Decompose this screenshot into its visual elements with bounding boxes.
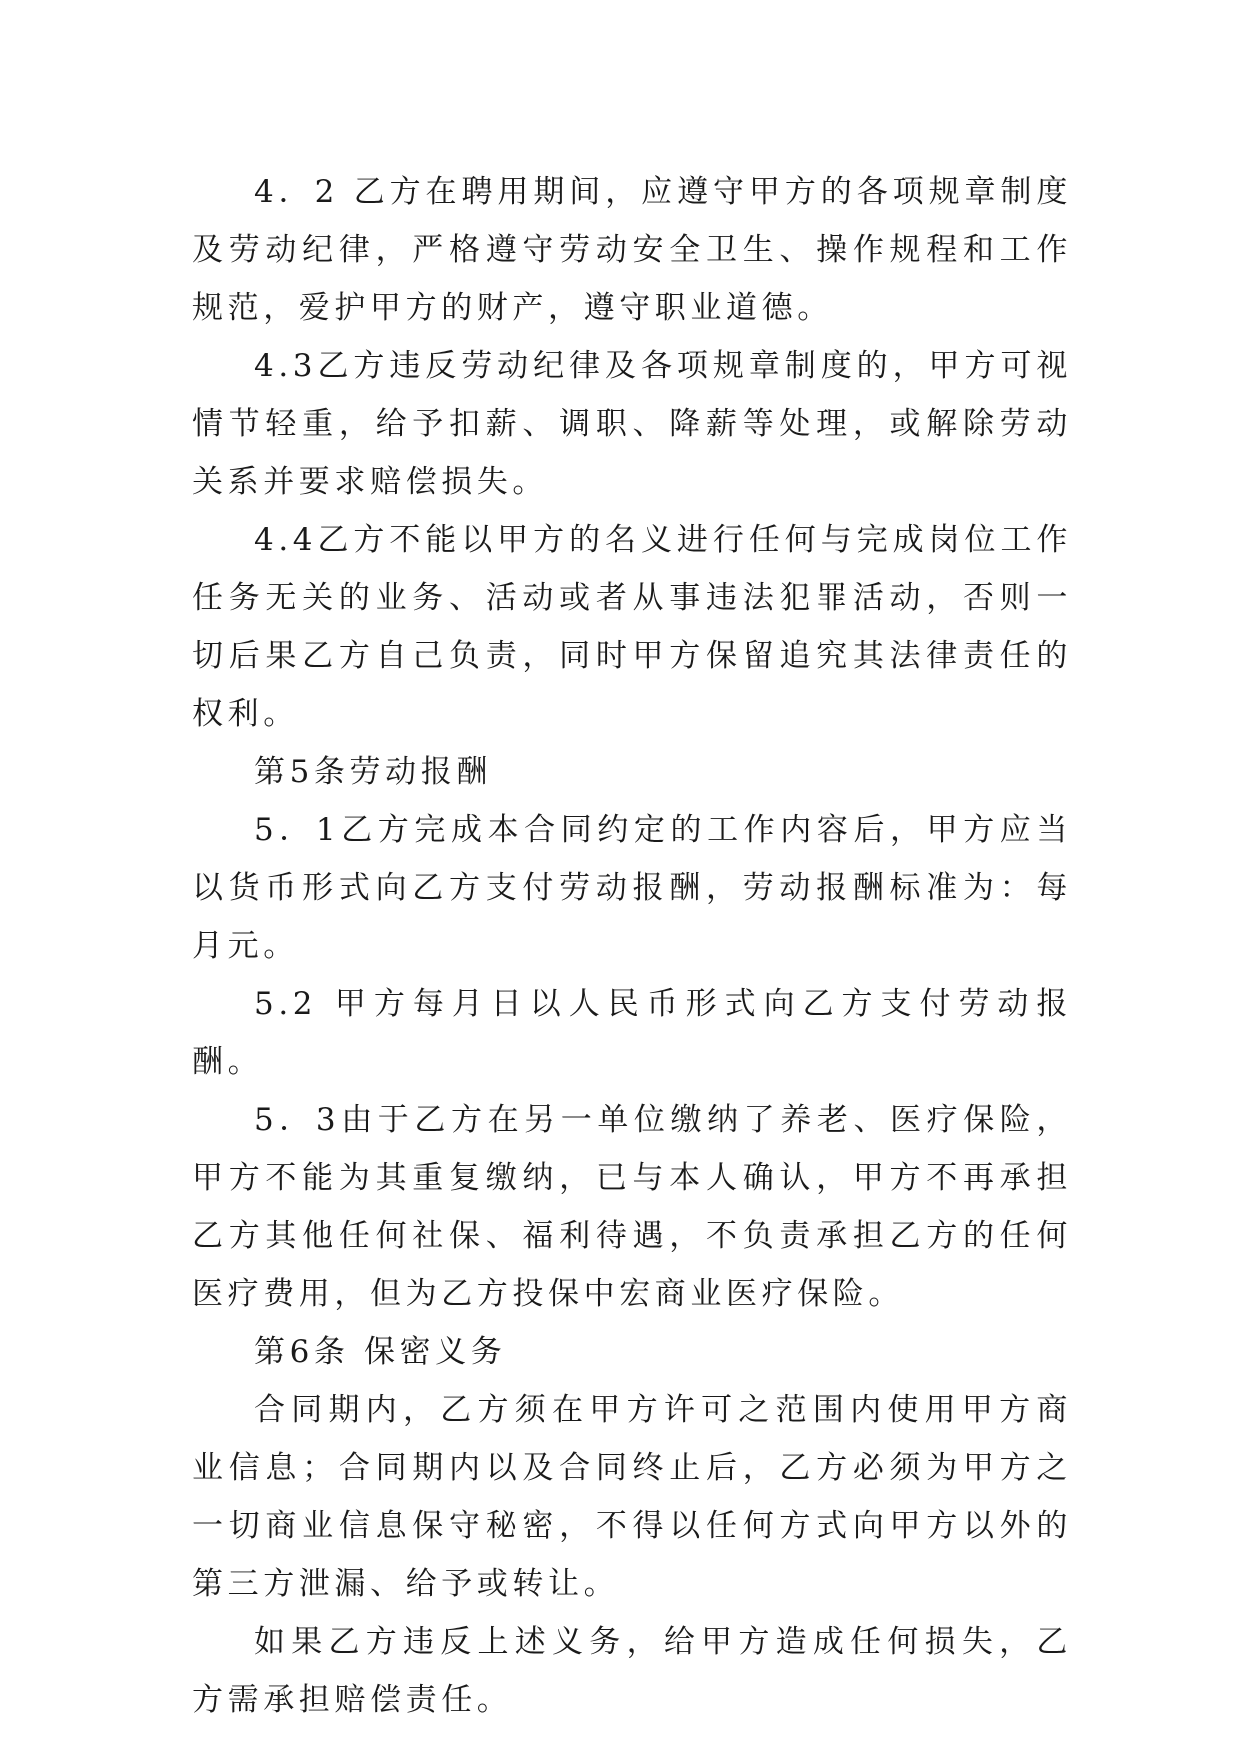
clause-4-3: 4.3乙方违反劳动纪律及各项规章制度的，甲方可视情节轻重，给予扣薪、调职、降薪等处理，或解除劳动关系并要求赔偿损失。 (192, 348, 1072, 500)
liability-paragraph: 如果乙方违反上述义务，给甲方造成任何损失，乙方需承担赔偿责任。 (192, 1624, 1072, 1718)
document-body (192, 163, 1072, 1729)
clause-5-2: 5.2 甲方每月日以人民币形式向乙方支付劳动报酬。 (192, 986, 1072, 1080)
clause-4-2: 4．2 乙方在聘用期间，应遵守甲方的各项规章制度及劳动纪律，严格遵守劳动安全卫生、操作规程和工作规范，爱护甲方的财产，遵守职业道德。 (192, 174, 1072, 326)
confidentiality-paragraph: 合同期内，乙方须在甲方许可之范围内使用甲方商业信息；合同期内以及合同终止后，乙方必须为甲方之一切商业信息保守秘密，不得以任何方式向甲方以外的第三方泄漏、给予或转让。 (192, 1392, 1072, 1602)
article-5-heading: 第5条劳动报酬 (254, 754, 492, 790)
clause-5-3: 5．3由于乙方在另一单位缴纳了养老、医疗保险，甲方不能为其重复缴纳，已与本人确认，甲方不再承担乙方其他任何社保、福利待遇，不负责承担乙方的任何医疗费用，但为乙方投保中宏商业医疗保险。 (192, 1102, 1072, 1312)
article-6-heading: 第6条 保密义务 (254, 1334, 507, 1370)
clause-5-1: 5．1乙方完成本合同约定的工作内容后，甲方应当以货币形式向乙方支付劳动报酬，劳动报酬标准为：每月元。 (192, 812, 1072, 964)
clause-4-4: 4.4乙方不能以甲方的名义进行任何与完成岗位工作任务无关的业务、活动或者从事违法犯罪活动，否则一切后果乙方自己负责，同时甲方保留追究其法律责任的权利。 (192, 522, 1072, 732)
